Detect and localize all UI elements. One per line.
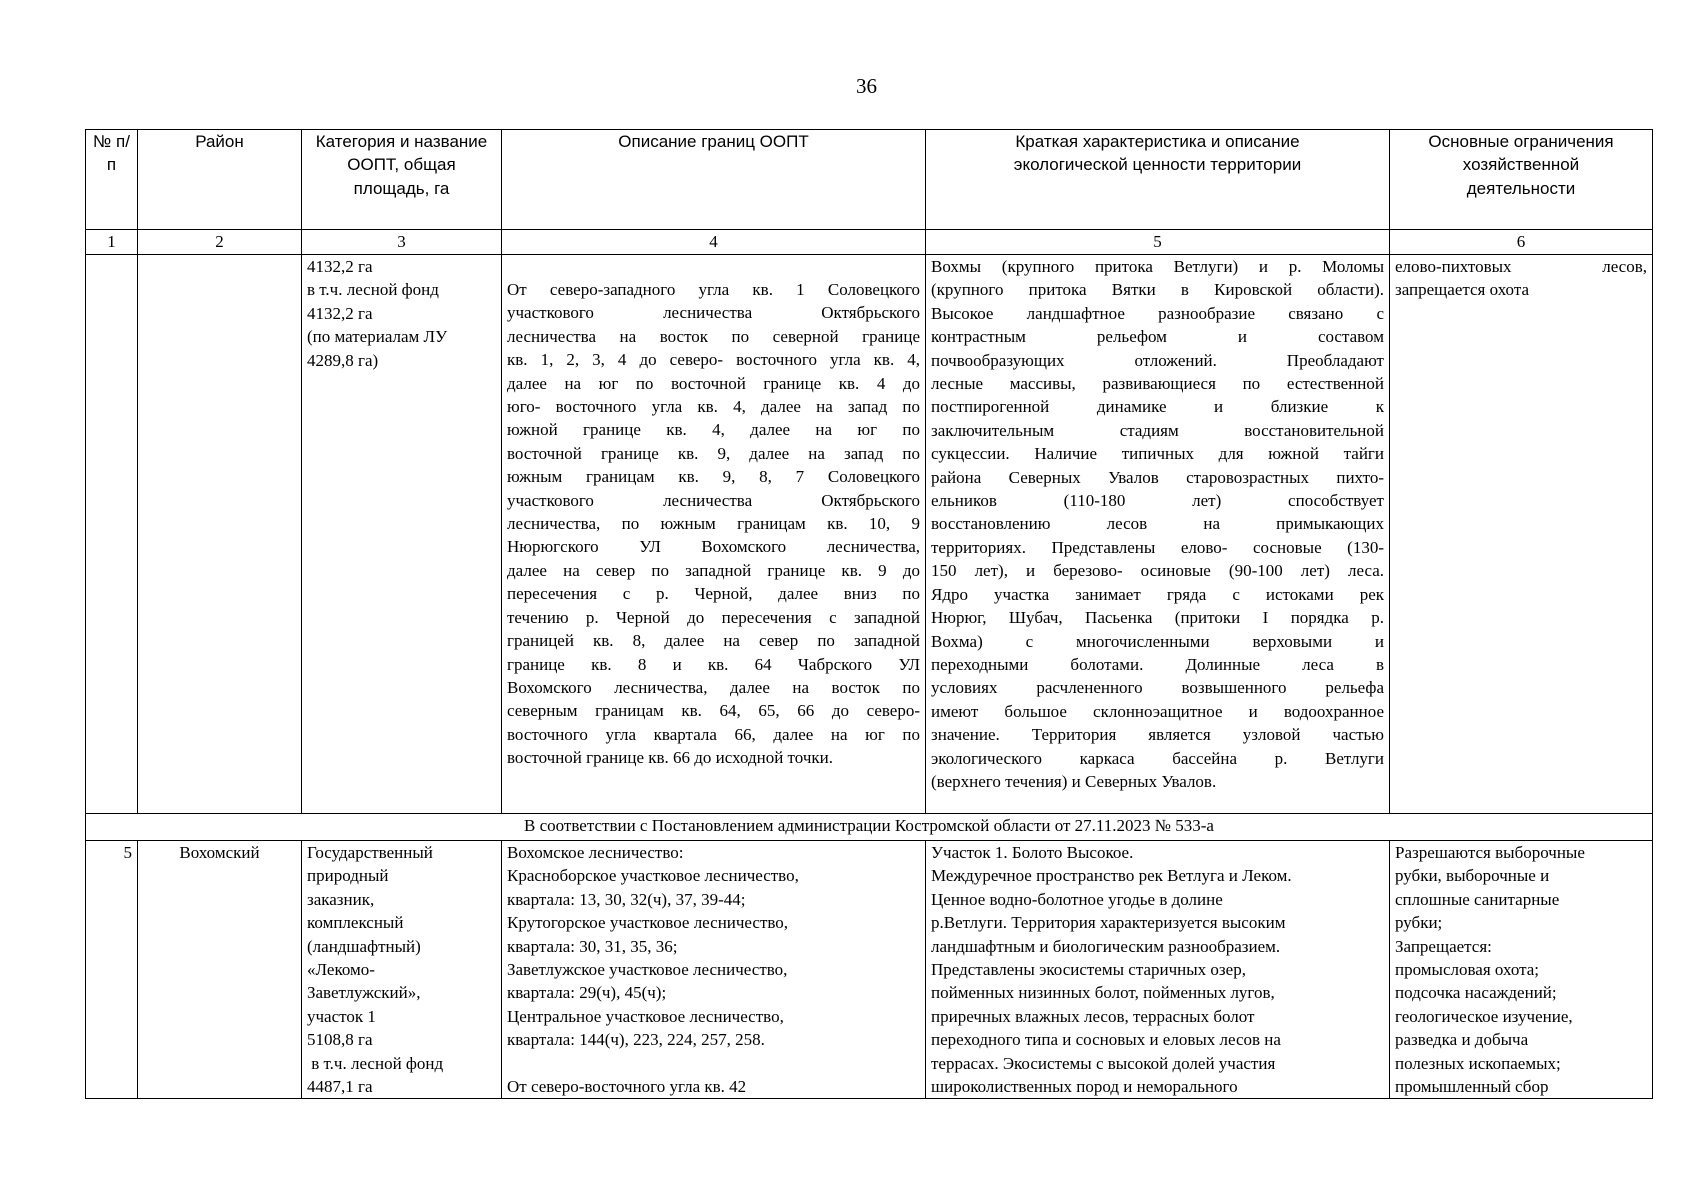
text-line: ельников (110-180 лет) способствует	[931, 491, 1384, 511]
text-line: постпирогенной динамике и близкие к	[931, 397, 1384, 417]
text-line: Категория и название	[315, 132, 488, 151]
text-line: 4132,2 га	[307, 303, 373, 323]
text-line: Нюрюгского УЛ Вохомского лесничества,	[507, 537, 920, 557]
text-line: квартала: 13, 30, 32(ч), 37, 39-44;	[507, 889, 746, 909]
text-line: границе кв. 8 и кв. 64 Чабрского УЛ	[507, 654, 920, 674]
text-line: запрещается охота	[1395, 280, 1529, 300]
column-number: 4	[502, 230, 926, 255]
text-line: промысловая охота;	[1395, 960, 1540, 980]
text-line: (верхнего течения) и Северных Увалов.	[931, 771, 1217, 791]
cell-description	[926, 255, 1390, 814]
text-line: ландшафтным и биологическим разнообразием.	[931, 936, 1281, 956]
text-line: пересечения с р. Черной, далее вниз по	[507, 584, 920, 604]
text-line: Высокое ландшафтное разнообразие связано с	[931, 303, 1384, 323]
text-line: южной границе кв. 4, далее на юг по	[507, 420, 920, 440]
text-line: Вохмы (крупного притока Ветлуги) и р. Моломы	[931, 257, 1384, 276]
text-line: северным границам кв. 64, 65, 66 до северо-	[507, 701, 920, 721]
text-line: (крупного притока Вятки в Кировской области).	[931, 280, 1384, 300]
cell-district	[138, 255, 302, 814]
column-number: 3	[302, 230, 502, 255]
text-line: От северо-западного угла кв. 1 Соловецкого	[507, 280, 920, 299]
text-line: участкового лесничества Октябрьского	[507, 303, 920, 323]
header-category	[302, 130, 502, 230]
text-line: далее на юг по восточной границе кв. 4 до	[507, 373, 920, 393]
text-line: 4289,8 га)	[307, 350, 379, 370]
text-line: Нюрюг, Шубач, Пасьенка (притоки I порядка р.	[931, 608, 1384, 628]
text-line: имеют большое склонноэащитное и водоохранное	[931, 701, 1384, 721]
text-line: Заветлужское участковое лесничество,	[507, 960, 788, 980]
text-line: «Лекомо-	[307, 960, 375, 980]
text-line: территориях. Представлены елово- сосновые (130-	[931, 537, 1384, 557]
column-number: 6	[1390, 230, 1653, 255]
text-line: природный	[307, 866, 389, 886]
cell-category	[302, 841, 502, 1099]
header-boundaries: Описание границ ООПТ	[502, 130, 926, 230]
text-line: Вохомское лесничество:	[507, 843, 684, 862]
text-line: заключительным стадиям восстановительной	[931, 420, 1384, 440]
text-line: геологическое изучение,	[1395, 1006, 1573, 1026]
text-line: 5108,8 га	[307, 1030, 373, 1050]
text-line: условиях расчлененного возвышенного рельефа	[931, 678, 1384, 698]
text-line: деятельности	[1466, 178, 1576, 198]
text-line: елово-пихтовых лесов,	[1395, 257, 1647, 276]
text-line: южным границам кв. 9, 8, 7 Соловецкого	[507, 467, 920, 487]
text-line: Ценное водно-болотное угодье в долине	[931, 889, 1223, 909]
text-line: района Северных Увалов старовозрастных пихто-	[931, 467, 1384, 487]
text-line: лесничества, по южным границам кв. 10, 9	[507, 514, 920, 534]
text-line: кв. 1, 2, 3, 4 до северо- восточного угла кв. 4,	[507, 350, 920, 370]
header-district: Район	[138, 130, 302, 230]
text-line: границей кв. 8, далее на север по западной	[507, 631, 920, 651]
text-line: Вохомского лесничества, далее на восток по	[507, 677, 920, 697]
text-line: участок 1	[307, 1006, 376, 1026]
text-line: Центральное участковое лесничество,	[507, 1006, 784, 1026]
text-line: сукцессии. Наличие типичных для южной тайги	[931, 444, 1384, 464]
section-heading-row	[86, 814, 1653, 841]
text-line: Запрещается:	[1395, 936, 1492, 956]
text-line: далее на север по западной границе кв. 9 до	[507, 560, 920, 580]
text-line	[507, 1052, 920, 1075]
cell-boundaries	[502, 841, 926, 1099]
text-line: площадь, га	[353, 178, 450, 198]
cell-restrictions	[1390, 255, 1653, 814]
text-line: промышленный сбор	[1395, 1077, 1549, 1097]
text-line: рубки;	[1395, 913, 1443, 933]
text-line: Междуречное пространство рек Ветлуга и Леком.	[931, 866, 1292, 886]
text-line: участкового лесничества Октябрьского	[507, 490, 920, 510]
text-line: квартала: 144(ч), 223, 224, 257, 258.	[507, 1030, 765, 1050]
text-line: пойменных низинных болот, пойменных лугов,	[931, 983, 1275, 1003]
cell-number: 5	[86, 841, 138, 1099]
text-line: течению р. Черной до пересечения с западной	[507, 607, 920, 627]
text-line: (ландшафтный)	[307, 936, 421, 956]
text-line: Государственный	[307, 843, 433, 862]
text-line: сплошные санитарные	[1395, 889, 1560, 909]
table-row-continued	[86, 255, 1653, 814]
cell-description	[926, 841, 1390, 1099]
table-row	[86, 841, 1653, 1099]
text-line: восточной границе кв. 9, далее на запад по	[507, 443, 920, 463]
table-header-row	[86, 130, 1653, 230]
cell-number	[86, 255, 138, 814]
text-line: разведка и добыча	[1395, 1030, 1529, 1050]
text-line: юго- восточного угла кв. 4, далее на запад по	[507, 397, 920, 417]
text-line: 150 лет), и березово- осиновые (90-100 лет) леса.	[931, 561, 1384, 581]
section-heading: В соответствии с Постановлением администрации Костромской области от 27.11.2023 № 533-а	[86, 814, 1653, 841]
text-line: хозяйственной	[1462, 155, 1580, 175]
text-line: Крутогорское участковое лесничество,	[507, 913, 789, 933]
text-line: экологического каркаса бассейна р. Ветлуги	[931, 748, 1384, 768]
header-restrictions	[1390, 130, 1653, 230]
text-line: террасах. Экосистемы с высокой долей участия	[931, 1053, 1276, 1073]
text-line: приречных влажных лесов, террасных болот	[931, 1006, 1255, 1026]
text-line: подсочка насаждений;	[1395, 983, 1557, 1003]
text-line: в т.ч. лесной фонд	[307, 1053, 444, 1073]
text-line: восстановлению лесов на примыкающих	[931, 514, 1384, 534]
text-line: ООПТ, общая	[347, 155, 456, 175]
page-number: 36	[856, 74, 877, 98]
cell-restrictions	[1390, 841, 1653, 1099]
text-line: Основные ограничения	[1428, 132, 1614, 151]
header-description	[926, 130, 1390, 230]
text-line: Ядро участка занимает гряда с истоками рек	[931, 584, 1384, 604]
text-line: экологической ценности территории	[1013, 155, 1302, 175]
text-line: лесные массивы, развивающиеся по естественной	[931, 374, 1384, 394]
text-line: полезных ископаемых;	[1395, 1053, 1561, 1073]
text-line: контрастным рельефом и составом	[931, 327, 1384, 347]
text-line: переходными болотами. Долинные леса в	[931, 654, 1384, 674]
column-number-row	[86, 230, 1653, 255]
column-number: 5	[926, 230, 1390, 255]
text-line: квартала: 30, 31, 35, 36;	[507, 936, 678, 956]
cell-district: Вохомский	[138, 841, 302, 1099]
text-line: Представлены экосистемы старичных озер,	[931, 960, 1246, 980]
text-line: восточной границе кв. 66 до исходной точки.	[507, 748, 833, 768]
text-line: восточного угла квартала 66, далее на юг по	[507, 724, 920, 744]
text-line: переходного типа и сосновых и еловых лесов на	[931, 1030, 1281, 1050]
text-line: От северо-восточного угла кв. 42	[507, 1077, 747, 1097]
text-line: в т.ч. лесной фонд	[307, 280, 439, 300]
oopt-table	[85, 129, 1653, 1099]
column-number: 1	[86, 230, 138, 255]
text-line: значение. Территория является узловой частью	[931, 725, 1384, 745]
text-line: р.Ветлуги. Территория характеризуется высоким	[931, 913, 1286, 933]
text-line: квартала: 29(ч), 45(ч);	[507, 983, 667, 1003]
text-line: лесничества на восток по северной границе	[507, 326, 920, 346]
cell-boundaries	[502, 255, 926, 814]
text-line: рубки, выборочные и	[1395, 866, 1550, 886]
column-number: 2	[138, 230, 302, 255]
text-line: Вохма) с многочисленными верховыми и	[931, 631, 1384, 651]
text-line: 4487,1 га	[307, 1077, 373, 1097]
text-line: Заветлужский»,	[307, 983, 421, 1003]
text-line: Красноборское участковое лесничество,	[507, 866, 799, 886]
text-line: почвообразующих отложений. Преобладают	[931, 350, 1384, 370]
text-line: 4132,2 га	[307, 257, 373, 276]
text-line: заказник,	[307, 889, 375, 909]
text-line: Краткая характеристика и описание	[1015, 132, 1300, 151]
text-line: Участок 1. Болото Высокое.	[931, 843, 1134, 862]
text-line: (по материалам ЛУ	[307, 327, 448, 347]
cell-category	[302, 255, 502, 814]
header-number: № п/п	[86, 130, 138, 230]
text-line: Разрешаются выборочные	[1395, 843, 1585, 862]
text-line: комплексный	[307, 913, 404, 933]
text-line: широколиственных пород и неморального	[931, 1077, 1238, 1097]
